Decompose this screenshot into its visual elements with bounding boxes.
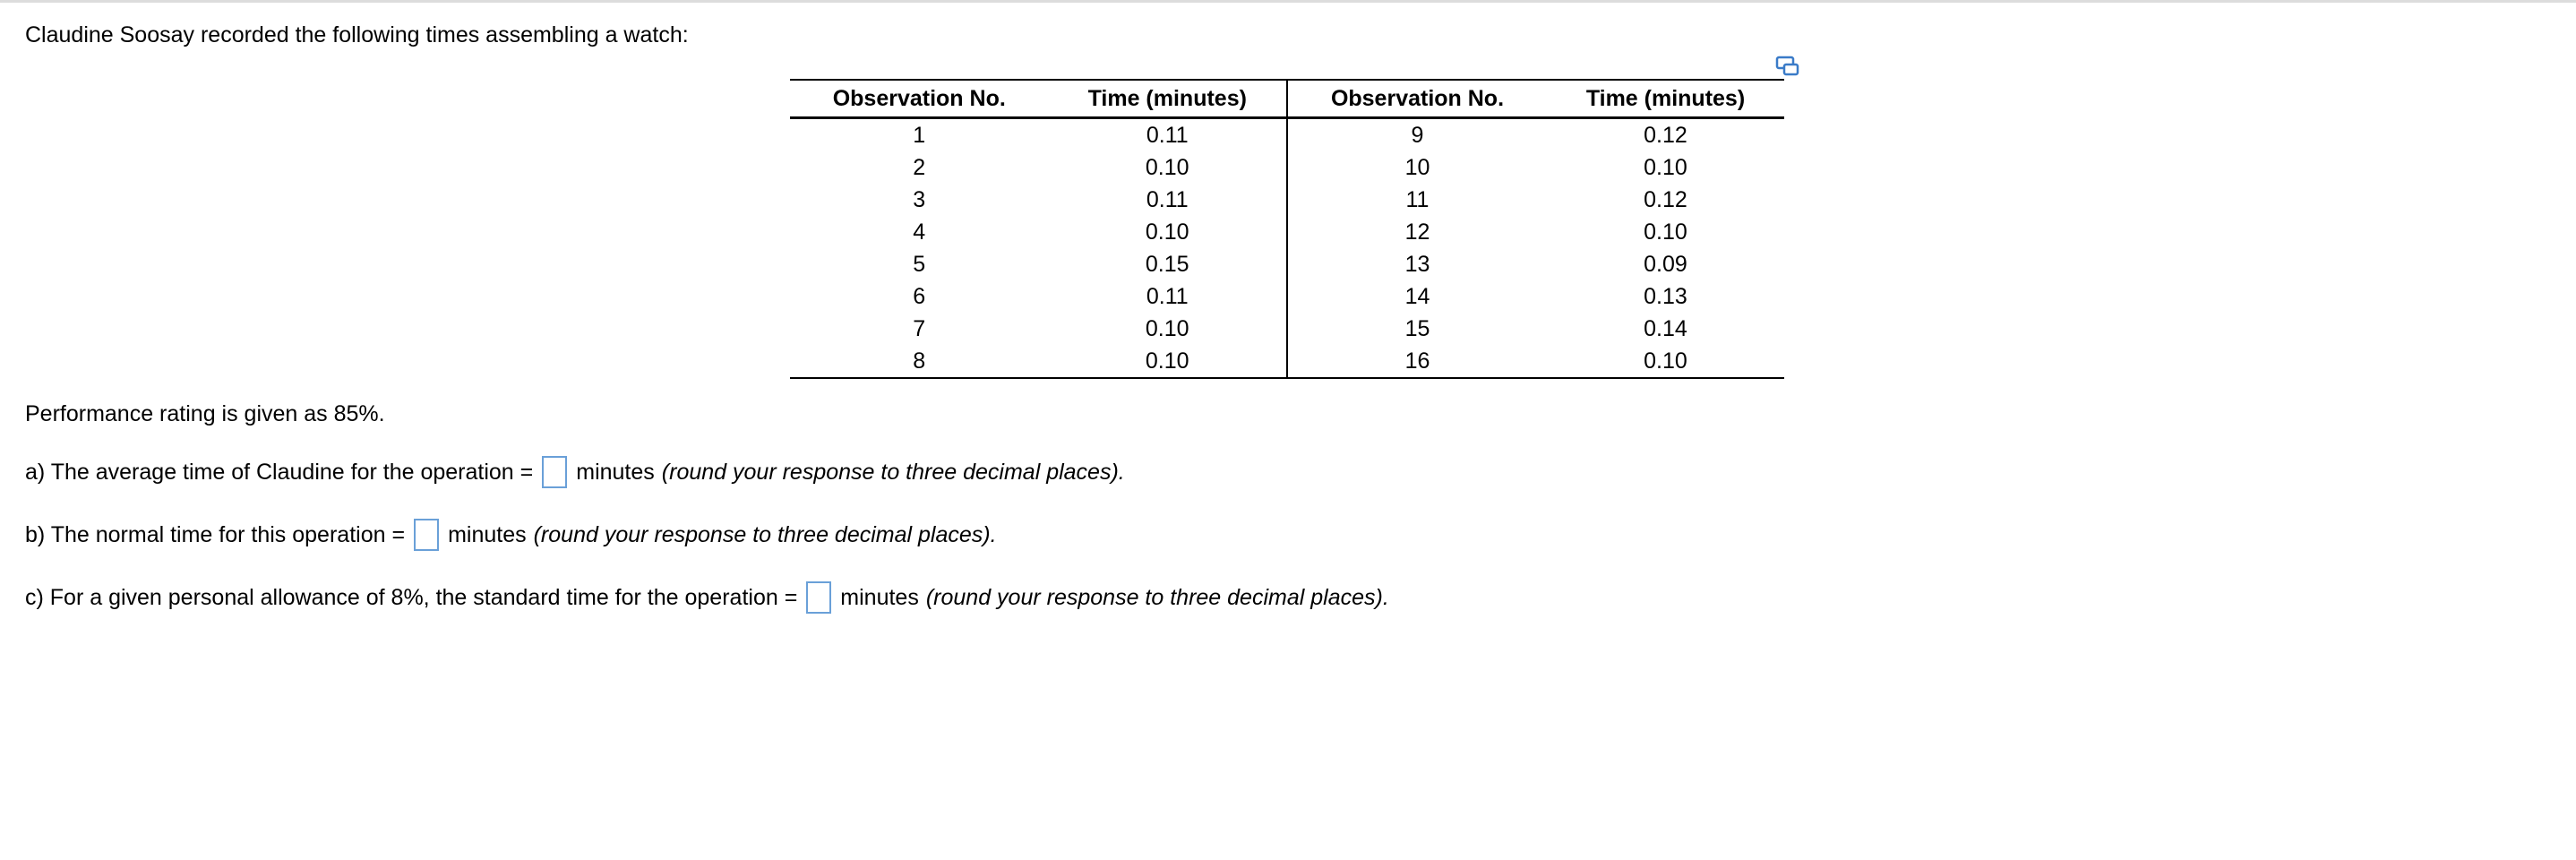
table-row <box>790 216 1784 248</box>
table-cell: 7 <box>913 315 926 341</box>
table-cell: 0.10 <box>1049 345 1287 378</box>
table-cell: 5 <box>913 251 926 277</box>
popout-table-icon[interactable] <box>1775 54 1800 77</box>
header-time: Time (minutes) <box>1049 80 1287 118</box>
table-cell: 0.13 <box>1644 283 1687 309</box>
table-header-row <box>790 80 1784 118</box>
table-cell: 0.15 <box>1049 248 1287 280</box>
table-cell: 0.10 <box>1547 345 1784 378</box>
header-time: Time (minutes) <box>1547 80 1784 118</box>
question-c <box>25 581 1389 614</box>
question-c-unit: minutes <box>840 585 919 610</box>
question-c-prefix: c) For a given personal allowance of 8%, the standard time for the operation = <box>25 585 798 610</box>
table-cell: 0.11 <box>1049 184 1287 216</box>
question-b-hint: (round your response to three decimal places). <box>533 522 997 547</box>
question-b-unit: minutes <box>448 522 527 547</box>
table-cell: 1 <box>913 122 926 148</box>
question-a-prefix: a) The average time of Claudine for the operation = <box>25 460 534 485</box>
table-cell: 9 <box>1411 122 1424 148</box>
top-divider <box>0 0 2576 3</box>
table-cell: 0.09 <box>1644 251 1687 277</box>
table-cell: 0.12 <box>1644 122 1687 148</box>
table-cell: 8 <box>790 345 1049 378</box>
table-cell: 0.10 <box>1644 219 1687 245</box>
table-cell: 6 <box>913 283 926 309</box>
performance-rating-text <box>25 400 385 427</box>
problem-intro: Claudine Soosay recorded the following times assembling a watch: <box>25 22 689 47</box>
table-cell: 0.14 <box>1644 315 1687 341</box>
question-a-unit: minutes <box>576 460 655 485</box>
table-cell: 14 <box>1404 283 1430 309</box>
table-cell: 2 <box>913 154 926 180</box>
header-observation-no: Observation No. <box>790 80 1049 118</box>
table-row <box>790 313 1784 345</box>
table-cell: 15 <box>1404 315 1430 341</box>
question-a-hint: (round your response to three decimal places). <box>661 460 1125 485</box>
table-cell: 0.10 <box>1049 216 1287 248</box>
question-a <box>25 456 1125 488</box>
table-cell: 0.12 <box>1644 186 1687 212</box>
table-row <box>790 345 1784 378</box>
table-row <box>790 280 1784 313</box>
table-cell: 0.10 <box>1049 151 1287 184</box>
table-cell: 11 <box>1405 186 1430 212</box>
table-cell: 0.11 <box>1049 280 1287 313</box>
table-row <box>790 118 1784 152</box>
table-cell: 0.10 <box>1644 154 1687 180</box>
question-c-hint: (round your response to three decimal places). <box>925 585 1389 610</box>
table-cell: 4 <box>913 219 926 245</box>
table-cell: 0.10 <box>1049 313 1287 345</box>
table-row <box>790 248 1784 280</box>
question-b-answer-input[interactable] <box>414 519 439 551</box>
table-cell: 16 <box>1287 345 1547 378</box>
table-row <box>790 184 1784 216</box>
table-cell: 12 <box>1404 219 1430 245</box>
observation-table <box>790 79 1784 379</box>
performance-rating-label: Performance rating is given as 85%. <box>25 401 385 426</box>
table-cell: 0.11 <box>1049 118 1287 152</box>
table-cell: 10 <box>1404 154 1430 180</box>
question-a-answer-input[interactable] <box>542 456 567 488</box>
table-cell: 13 <box>1404 251 1430 277</box>
question-c-answer-input[interactable] <box>806 581 831 614</box>
table-row <box>790 151 1784 184</box>
question-b <box>25 519 997 551</box>
table-cell: 3 <box>913 186 926 212</box>
question-b-prefix: b) The normal time for this operation = <box>25 522 406 547</box>
header-observation-no: Observation No. <box>1287 80 1547 118</box>
